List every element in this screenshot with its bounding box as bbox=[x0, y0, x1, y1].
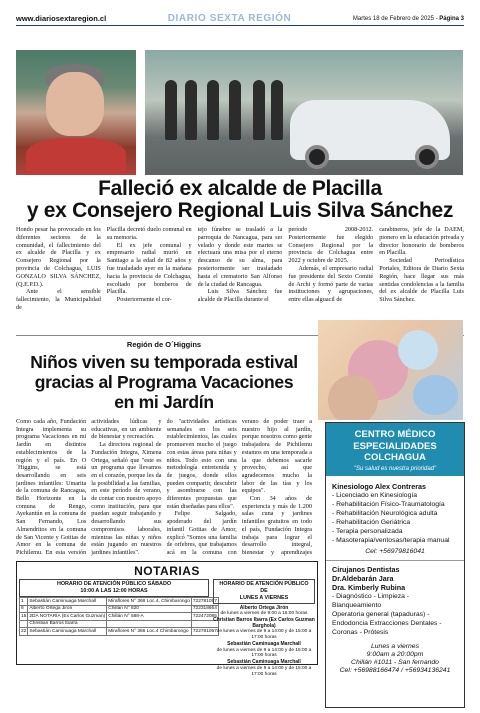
article-1-col-4: período 2008-2012. Posteriormente fue elegido Consejero Regional por la provincia de Colchagua entre 2022 y octubre de 2025. Además, el empresario radial fue presidente del Sexto Comité de Archi y formó parte de varias instituciones y agrupaciones, entre ellas alguacil de bbox=[288, 226, 374, 304]
notarias-title: NOTARIAS bbox=[134, 564, 200, 578]
saturday-table bbox=[19, 597, 219, 636]
table-row: 8 Alberto Ortega Jirón Chillán N° 820 722318664 bbox=[21, 606, 217, 612]
article-1-body bbox=[16, 226, 464, 332]
children-photo bbox=[318, 320, 463, 420]
site-url[interactable]: www.diariosextaregion.cl bbox=[16, 14, 107, 23]
ad-title-2: ESPECIALIDADES COLCHAGUA bbox=[353, 441, 437, 463]
article-1-col-2: Placilla decretó duelo comunal en su memoria. El ex jefe comunal y empresario radial murió en Santiago a la edad de 82 años y fue trasladado ayer en la mañana hacia la provincia de Colchagua, escoltado por bomberos de Placilla. Posteriormente el cor- bbox=[106, 226, 192, 304]
ad-kinesiology: Kinesiologo Alex Contreras - Licenciado en Kinesiología - Rehabilitación Físico-Traumatología - Rehabilitación Neurológica adulta - Rehabilitación Geriátrica - Terapia personalizada - Masoterapia/ventosas/terapia manual Cel: +56979816041 bbox=[326, 476, 464, 560]
list-item: Christian Barros Ibarra (Ex Carlos Guzman Barghola) de lunes a viernes de 9 a 14:00 y de 15:00 a 17:00 horas bbox=[213, 617, 315, 640]
article-2-col-2: actividades lúdicas y educativas, en un ambiente de bienestar y recreación. La directora regional de Fundación Integra, Ximena Ortega, señaló que "este es un programa que llevamos en el corazón, porque les da la posibilidad a las familias, en este período de verano, de contar con nuestro apoyo como institución, para que puedan seguir trabajando y desarrollando sus compromisos laborales, mientras las niñas y niños están jugando en nuestros jardines infantiles". bbox=[91, 418, 162, 556]
article-1-col-3: tejo fúnebre se trasladó a la parroquia de Nancagua, para ser velado y donde este martes se efectuará una misa por el eterno descanso de su alma, para posteriormente ser trasladado hasta el crematorio San Alfonso de la ciudad de Rancagua. Luis Silva Sánchez fue alcalde de Placilla durante el bbox=[197, 226, 283, 304]
article-1-col-1: Hondo pesar ha provocado en los diferentes sectores de la comunidad, el fallecimiento del ex alcalde de Placilla y ex Consejero Regional por la provincia de Colchagua, LUIS GONZALO SILVA SÁNCHEZ, (Q.E.P.D.). Ante el sensible fallecimiento, la Municipalidad de bbox=[16, 226, 101, 311]
headline-article-2: Niños viven su temporada estival gracias al Programa Vacaciones en mi Jardín bbox=[30, 352, 298, 412]
article-2-col-3: do "actividades artísticas semanales en los seis establecimientos, las cuales promueven mucho el juego con estas áreas para niñas y niños. Todo esto con una metodología entretenida y de juegos, donde ellos pueden compartir, descubrir y asombrarse con las diferentes propuestas que están diseñadas para ellos". Felipe Salgado, apoderado del jardín infantil Gotitas de Amor, explicó "Somos una familia de orfebres, que trabajamos acá en la comuna con bbox=[166, 418, 237, 556]
table-row: 15 2DA NOTARÍA (Ex Carlos Guzman) Chillán N° 588-A 722472085 bbox=[21, 613, 217, 619]
funeral-photo bbox=[145, 50, 463, 175]
newspaper-name: DIARIO SEXTA REGIÓN bbox=[167, 13, 292, 24]
page-header bbox=[16, 12, 464, 26]
ad-title-1: CENTRO MÉDICO bbox=[354, 429, 436, 440]
portrait-photo bbox=[16, 50, 136, 175]
article-2-body bbox=[16, 418, 312, 556]
article-2-col-4: verano de poder traer a nuestro hijo al jardín, porque nosotros como gente trabajadora de Pichilemu estamos en una temporada a la que debemos sacarle provecho, así que agradecemos mucho la labor de las tías y los equipos". Con 34 años de experiencia y más de 1.200 salas cuna y jardines infantiles gratuitos en todo el país, Fundación Integra trabaja para lograr el desarrollo integral, bienestar y aprendizajes bbox=[241, 418, 312, 556]
ad-dentists: Cirujanos Dentistas Dr.Aldebarán Jara Dra. Kimberly Rubina - Diagnóstico - Limpieza - Blanqueamiento Operatoria general (tapaduras) - Endodoncia Extracciones Dentales - Coronas - Prótesis Lunes a viernes 9:00am a 20:00pm Chillán #1011 - San fernando Cel: +56988166474 / +56934136241 bbox=[326, 560, 464, 679]
table-row: 22 Sebastián Caminuaga Marchall Miraflores N° 366 Loc.4 Chimbarongo 722781057 bbox=[21, 628, 217, 634]
list-item: Sebastián Caminuaga Marchall de lunes a viernes de 9 a 14:00 y de 15:00 a 17:00 horas bbox=[216, 659, 312, 677]
ad-slogan: "Su salud es nuestra prioridad" bbox=[353, 466, 437, 472]
page-number: Página 3 bbox=[439, 15, 464, 22]
page-date: Martes 18 de Febrero de 2025 - Página 3 bbox=[352, 15, 464, 22]
table-row: Christian Barros Ibarra bbox=[20, 620, 219, 628]
dent-phone[interactable]: Cel: +56988166474 / +56934136241 bbox=[339, 667, 451, 674]
article-2-col-1: Como cada año, Fundación Integra implementa su programa Vacaciones en mi Jardín en distintos establecimientos de la región y el país. En O´Higgins, se está desarrollando en seis jardines infantiles: Umarita de la comuna de Rancagua, Bello Horizonte en la comuna de Rengo, Ayekantún en la comuna de San Fernando, Los Almendritos en la comuna de San Vicente y Gotitas de Amor en la comuna de Pichilemu. En esta versión bbox=[16, 418, 87, 556]
kine-phone[interactable]: Cel: +56979816041 bbox=[365, 548, 425, 555]
notarias-box bbox=[16, 561, 318, 677]
article-1-col-5: carabineros, jefe de la DAEM, pionero en la educación privada y director honorario de bomberos en Placilla. Sociedad Periodística Portales, Editora de Diario Sexta Región, hace llegar sus más sentidas condolencias a la familia del ex alcalde de Placilla Luis Silva Sánchez. bbox=[379, 226, 464, 304]
ad-hours: Lunes a viernes 9:00am a 20:00pm Chillán #1011 - San fernando Cel: +56988166474 / +56934136241 bbox=[332, 643, 458, 675]
weekday-schedule: HORARIO DE ATENCIÓN PÚBLICO DE LUNES A VIERNES Alberto Ortega Jirón de lunes a viernes de 9:00 a 15:00 horas Christian Barros Ibarra (Ex Carlos Guzman Barghola) de lunes a viernes de 9 a 14:00 y de 15:00 a 17:00 horas Sebastián Caminuaga Marchall de lunes a viernes de 9 a 14:00 y de 15:00 a 17:00 horas Sebastián Caminuaga Marchall de lunes a viernes de 9 a 14:00 y de 15:00 a 17:00 horas bbox=[213, 581, 315, 677]
region-kicker: Región de O´Higgins bbox=[126, 340, 202, 349]
medical-center-ad bbox=[325, 422, 465, 708]
list-item: Alberto Ortega Jirón de lunes a viernes de 9:00 a 15:00 horas bbox=[220, 604, 308, 617]
list-item: Sebastián Caminuaga Marchall de lunes a viernes de 9 a 14:00 y de 15:00 a 17:00 horas bbox=[216, 641, 312, 659]
saturday-schedule: HORARIO DE ATENCIÓN PÚBLICO SÁBADO 10:00 A LAS 12:00 HORAS 1 Sebastián Caminuaga Marchall Miraflores N° 366 Loc.4, Chimbarongo 722781057 8 Alberto Ortega Jirón Chillán N° 820 722318664 15 2DA NOTARÍA (Ex Carlos Guzman) Chillán N° 588-A 722472085 Christian Barros Ibarra 22 Sebastián Caminuaga Marchall Miraflores N° 366 Loc.4 Chimbarongo 722781057 bbox=[21, 581, 217, 634]
table-row: 1 Sebastián Caminuaga Marchall Miraflores N° 366 Loc.4, Chimbarongo 722781057 bbox=[21, 598, 217, 604]
headline-article-1: Falleció ex alcalde de Placilla y ex Consejero Regional Luis Silva Sánchez bbox=[26, 177, 454, 222]
